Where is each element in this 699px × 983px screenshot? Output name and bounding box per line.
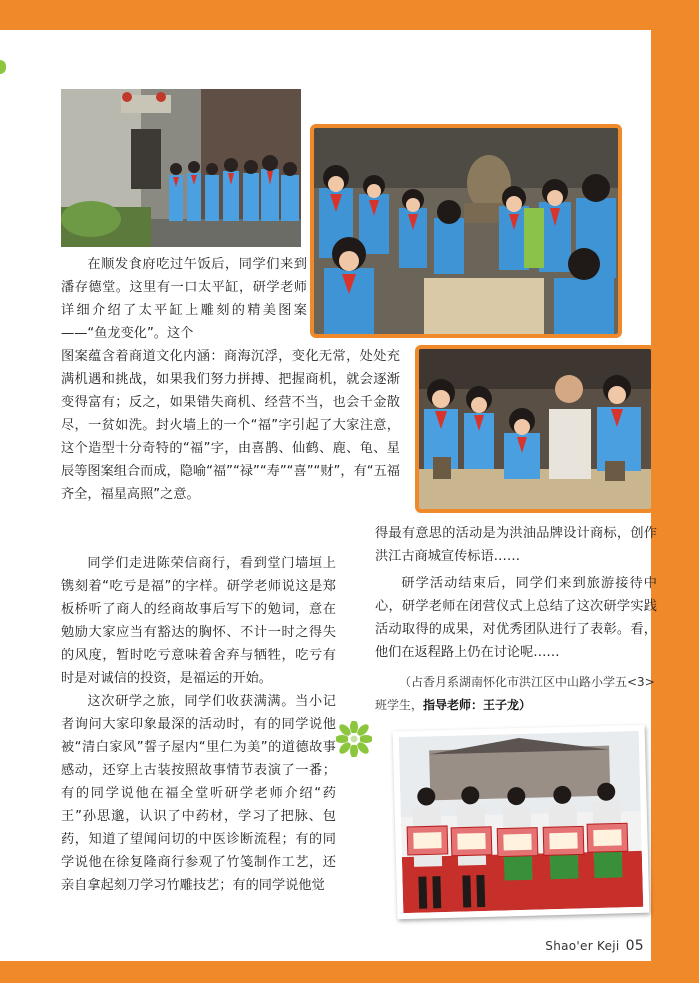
- paragraph-3-continued: 得最有意思的活动是为洪油品牌设计商标，创作洪江古商城宣传标语……: [375, 526, 657, 564]
- author-credit-text: （占香月系湖南怀化市洪江区中山路小学五<3>班学生，: [375, 675, 655, 712]
- page-frame-right: [651, 0, 699, 983]
- page-number: 05: [625, 938, 644, 954]
- paragraph-1-continued: 图案蕴含着商道文化内涵：商海沉浮，变化无常，处处充满机遇和挑战，如果我们努力拼搏、把握商机，就会逐渐变得富有；反之，如果错失商机、经营不当，也会千金散尽，一贫如洗。封火墙上的一个“福”字引起了大家注意，这个造型十分奇特的“福”字，由喜鹊、仙鹤、鹿、龟、星辰等图案组合而成，隐喻“福”“禄”“寿”“喜”“财”，有“五福齐全，福星高照”之意。: [61, 349, 400, 502]
- paragraph-2: 同学们走进陈荣信商行，看到堂门墙垣上镌刻着“吃亏是福”的字样。研学老师说这是郑板桥听了商人的经商故事后写下的勉词，意在勉励大家应当有豁达的胸怀、不计一时之得失的风度，暂时吃亏意味着舍弃与牺牲，吃亏有时是对诚信的投资，是福运的开始。: [61, 556, 336, 686]
- author-credit: [375, 671, 657, 717]
- photo-taiping-vat: [310, 124, 622, 338]
- page-frame-bottom: [0, 961, 699, 983]
- photo-craft-workshop: [415, 345, 655, 513]
- page-frame-top: [0, 0, 699, 30]
- page-folio: [545, 938, 644, 954]
- magazine-name: Shao'er Keji: [545, 939, 620, 953]
- paragraph-3: 这次研学之旅，同学们收获满满。当小记者询问大家印象最深的活动时，有的同学说他被“清白家风”誓子屋内“里仁为美”的道德故事感动，还穿上古装按照故事情节表演了一番；有的同学说他在福全堂听研学老师介绍“药王”孙思邈，认识了中药材，学习了把脉、包药，知道了望闻问切的中医诊断流程；有的同学说他在徐复隆商行参观了竹笺制作工艺，还亲自拿起刻刀学习竹雕技艺；有的同学说他觉: [61, 694, 336, 893]
- paragraph-4: 研学活动结束后，同学们来到旅游接待中心，研学老师在闭营仪式上总结了这次研学实践活动取得的成果，对优秀团队进行了表彰。看，他们在返程路上仍在讨论呢……: [375, 576, 657, 660]
- photo-award-ceremony: [393, 725, 650, 920]
- paragraph-1: 在顺发食府吃过午饭后，同学们来到潘存德堂。这里有一口太平缸，研学老师详细介绍了太平缸上雕刻的精美图案——“鱼龙变化”。这个: [61, 257, 307, 341]
- teacher-credit: 指导老师：王子龙）: [423, 698, 532, 712]
- flower-icon: [336, 721, 372, 757]
- photo-courtyard: [61, 89, 301, 247]
